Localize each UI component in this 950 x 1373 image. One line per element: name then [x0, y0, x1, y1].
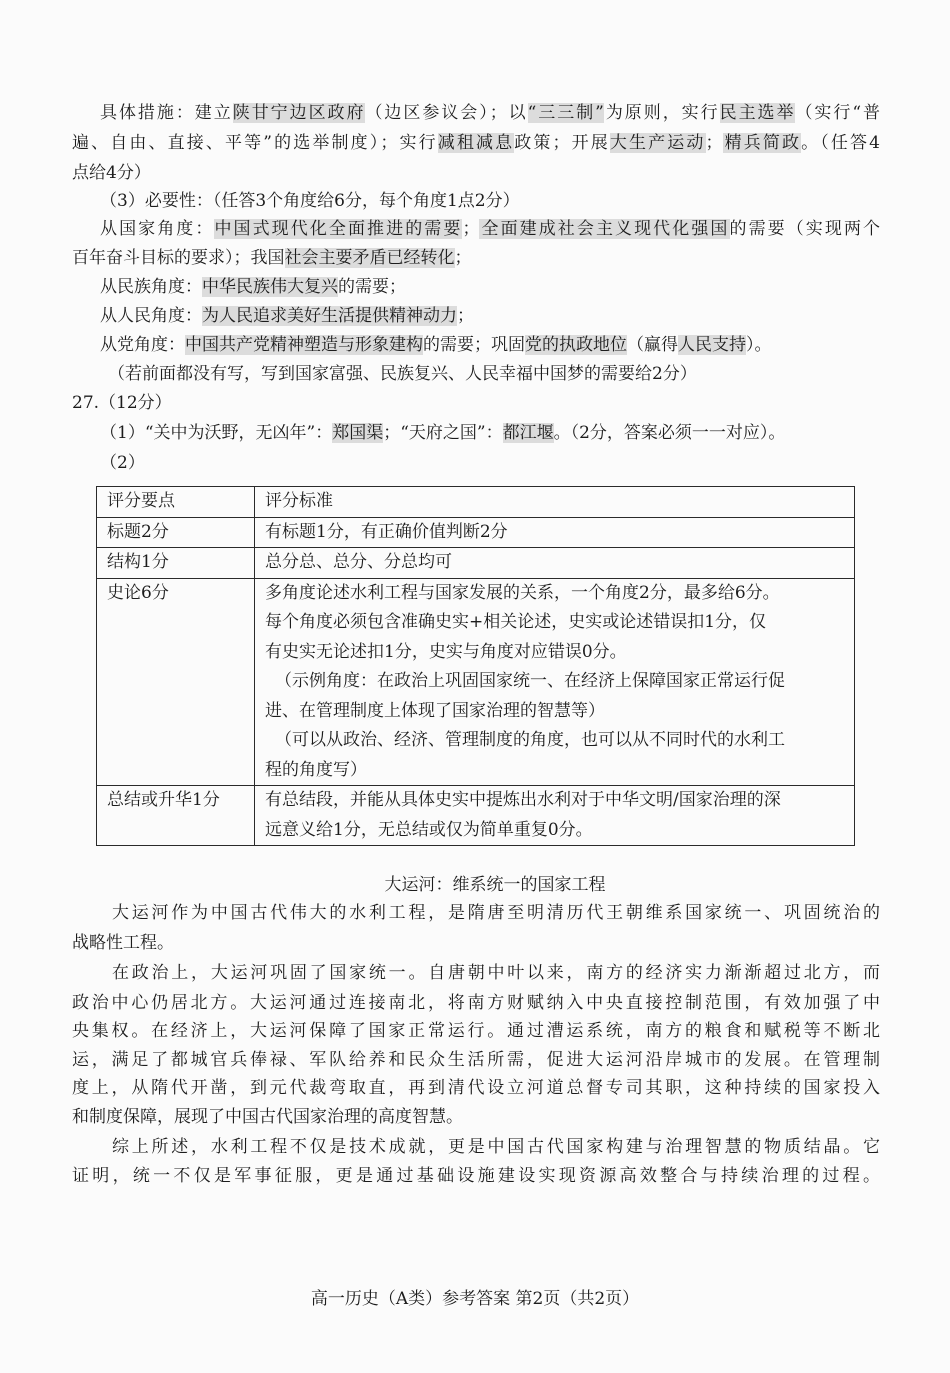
- necessity-header: （3）必要性：（任答3个角度给6分，每个角度1点2分）: [100, 191, 520, 211]
- people-angle: 从人民角度：为人民追求美好生活提供精神动力；: [100, 306, 474, 326]
- highlight: 都江堰: [502, 423, 554, 443]
- rubric-standard: 总分总、总分、分总均可: [255, 548, 855, 579]
- highlight: 陕甘宁边区政府: [232, 103, 366, 123]
- highlight: 为人民追求美好生活提供精神动力: [202, 306, 457, 326]
- essay-title: 大运河：维系统一的国家工程: [384, 875, 606, 895]
- nation-angle: 从民族角度：中华民族伟大复兴的需要；: [100, 277, 406, 297]
- q27-part2: （2）: [100, 453, 145, 473]
- measures-line-3: 点给4分）: [72, 163, 151, 183]
- rubric-point: 结构1分: [97, 548, 255, 579]
- q27-part1: （1）“关中为沃野，无凶年”：郑国渠；“天府之国”：都江堰。（2分，答案必须一一对应）。: [100, 423, 786, 443]
- highlight: 大生产运动: [609, 133, 706, 153]
- table-row: [97, 517, 855, 548]
- highlight: 人民支持: [678, 335, 746, 355]
- highlight: 社会主要矛盾已经转化: [284, 248, 455, 268]
- essay-line: 和制度保障，展现了中国古代国家治理的高度智慧。: [72, 1107, 463, 1127]
- highlight: 精兵简政: [722, 133, 802, 153]
- highlight: “三三制”: [527, 103, 604, 123]
- q27-title: 27.（12分）: [72, 393, 172, 413]
- rubric-standard: 多角度论述水利工程与国家发展的关系，一个角度2分，最多给6分。 每个角度必须包含准确史实+相关论述，史实或论述错误扣1分，仅 有史实无论述扣1分，史实与角度对应错误0分。 （示例角度：在政治上巩固国家统一、在经济上保障国家正常运行促 进、在管理制度上体现了国家治理的智慧等） （可以从政治、经济、管理制度的角度，也可以从不同时代的水利工 程的角度写）: [255, 578, 855, 786]
- necessity-note: （若前面都没有写，写到国家富强、民族复兴、人民幸福中国梦的需要给2分）: [108, 364, 697, 384]
- essay-line: 运，满足了都城官兵俸禄、军队给养和民众生活所需，促进大运河沿岸城市的发展。在管理制: [72, 1050, 880, 1070]
- state-angle-line-1: 从国家角度：中国式现代化全面推进的需要；全面建成社会主义现代化强国的需要（实现两个: [100, 219, 881, 239]
- essay-line: 度上，从隋代开凿，到元代裁弯取直，再到清代设立河道总督专司其职，这种持续的国家投入: [72, 1078, 880, 1098]
- state-angle-line-2: 百年奋斗目标的要求）；我国社会主要矛盾已经转化；: [72, 248, 472, 268]
- highlight: 党的执政地位: [525, 335, 627, 355]
- highlight: 全面建成社会主义现代化强国: [479, 219, 730, 239]
- column-header: 评分标准: [255, 487, 855, 518]
- highlight: 中国共产党精神塑造与形象建构: [185, 335, 423, 355]
- measures-line-2: 遍、自由、直接、平等”的选举制度）；实行减租减息政策；开展大生产运动；精兵简政。（任答4: [72, 133, 880, 153]
- essay-line: 综上所述，水利工程不仅是技术成就，更是中国古代国家构建与治理智慧的物质结晶。它: [112, 1137, 880, 1157]
- page-footer: 高一历史（A类）参考答案 第2页（共2页）: [310, 1289, 640, 1309]
- rubric-point: 史论6分: [97, 578, 255, 786]
- table-row: [97, 578, 855, 786]
- essay-line: 政治中心仍居北方。大运河通过连接南北，将南方财赋纳入中央直接控制范围，有效加强了中: [72, 993, 880, 1013]
- table-header-row: [97, 487, 855, 518]
- essay-line: 证明，统一不仅是军事征服，更是通过基础设施建设实现资源高效整合与持续治理的过程。: [72, 1166, 880, 1186]
- rubric-standard: 有总结段，并能从具体史实中提炼出水利对于中华文明/国家治理的深 远意义给1分，无总结或仅为简单重复0分。: [255, 786, 855, 846]
- table-row: [97, 548, 855, 579]
- rubric-standard: 有标题1分，有正确价值判断2分: [255, 517, 855, 548]
- rubric-point: 标题2分: [97, 517, 255, 548]
- essay-line: 大运河作为中国古代伟大的水利工程，是隋唐至明清历代王朝维系国家统一、巩固统治的: [112, 903, 880, 923]
- highlight: 减租减息: [437, 133, 515, 153]
- table-row: [97, 786, 855, 846]
- essay-line: 在政治上，大运河巩固了国家统一。自唐朝中叶以来，南方的经济实力渐渐超过北方，而: [112, 963, 880, 983]
- highlight: 中华民族伟大复兴: [202, 277, 338, 297]
- rubric-table: [96, 486, 855, 846]
- highlight: 民主选举: [719, 103, 796, 123]
- party-angle: 从党角度：中国共产党精神塑造与形象建构的需要；巩固党的执政地位（赢得人民支持）。: [100, 335, 772, 355]
- highlight: 中国式现代化全面推进的需要: [214, 219, 463, 239]
- essay-line: 战略性工程。: [72, 933, 174, 953]
- column-header: 评分要点: [97, 487, 255, 518]
- rubric-point: 总结或升华1分: [97, 786, 255, 846]
- highlight: 郑国渠: [332, 423, 384, 443]
- measures-line-1: 具体措施：建立陕甘宁边区政府（边区参议会）；以“三三制”为原则，实行民主选举（实行“普: [100, 103, 881, 123]
- essay-line: 央集权。在经济上，大运河保障了国家正常运行。通过漕运系统，南方的粮食和赋税等不断北: [72, 1021, 880, 1041]
